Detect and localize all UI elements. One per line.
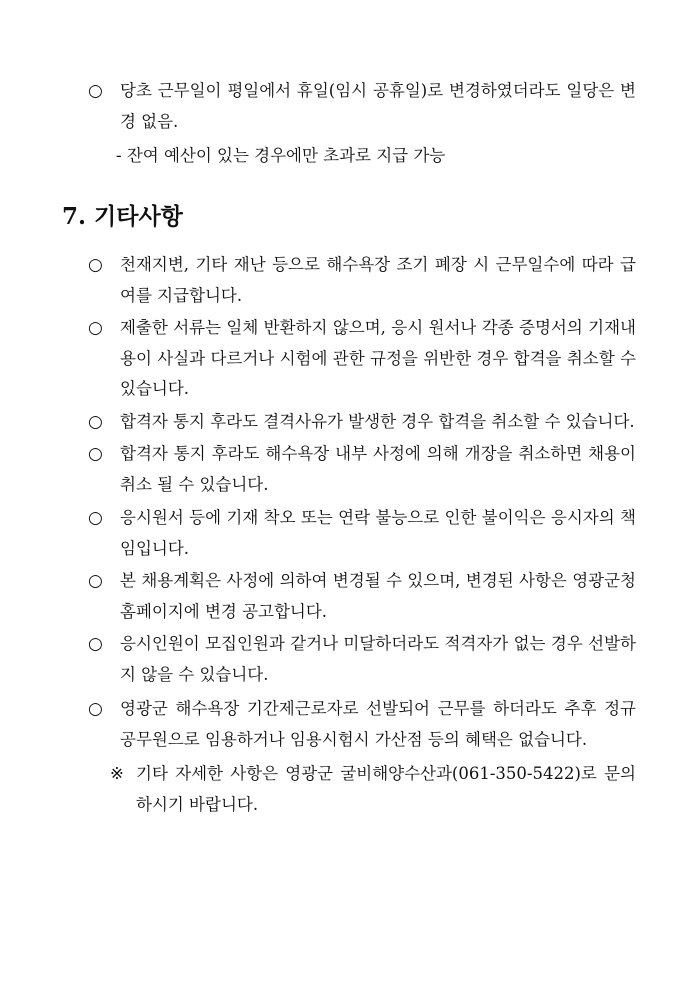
- circle-bullet-icon: ○: [88, 412, 103, 432]
- contact-note-text: 기타 자세한 사항은 영광군 굴비해양수산과(061-350-5422)로 문의하시기 바랍니다.: [136, 764, 636, 814]
- circle-bullet-icon: ○: [88, 318, 103, 338]
- list-item-text: 천재지변, 기타 재난 등으로 해수욕장 조기 폐장 시 근무일수에 따라 급여를 지급합니다.: [120, 255, 636, 305]
- list-item: [88, 407, 636, 438]
- list-item-text: 제출한 서류는 일체 반환하지 않으며, 응시 원서나 각종 증명서의 기재내용이 사실과 다르거나 시험에 관한 규정을 위반한 경우 합격을 취소할 수 있습니다.: [120, 318, 636, 398]
- list-item-text: 영광군 해수욕장 기간제근로자로 선발되어 근무를 하더라도 추후 정규 공무원으로 임용하거나 임용시험시 가산점 등의 혜택은 없습니다.: [120, 699, 636, 749]
- circle-bullet-icon: ○: [88, 444, 103, 464]
- circle-bullet-icon: ○: [88, 81, 103, 101]
- reference-mark-icon: ※: [110, 764, 124, 783]
- list-item: [88, 503, 636, 564]
- sub-note: - 잔여 예산이 있는 경우에만 초과로 지급 가능: [116, 146, 446, 165]
- circle-bullet-icon: ○: [88, 255, 103, 275]
- list-item: [88, 439, 636, 500]
- list-item: [88, 566, 636, 627]
- circle-bullet-icon: ○: [88, 508, 103, 528]
- list-item-text: 응시원서 등에 기재 착오 또는 연락 불능으로 인한 불이익은 응시자의 책임입니다.: [120, 508, 636, 558]
- circle-bullet-icon: ○: [88, 634, 103, 654]
- contact-note: [110, 759, 636, 820]
- list-item: [88, 694, 636, 755]
- list-item-text: 응시인원이 모집인원과 같거나 미달하더라도 적격자가 없는 경우 선발하지 않을 수 있습니다.: [120, 634, 636, 684]
- list-item-text: 합격자 통지 후라도 해수욕장 내부 사정에 의해 개장을 취소하면 채용이 취소 될 수 있습니다.: [120, 444, 636, 494]
- list-item-text: 합격자 통지 후라도 결격사유가 발생한 경우 합격을 취소할 수 있습니다.: [120, 412, 635, 431]
- list-item: [88, 250, 636, 311]
- list-item: [88, 76, 636, 137]
- list-item: [88, 313, 636, 405]
- circle-bullet-icon: ○: [88, 571, 103, 591]
- section-heading: 7. 기타사항: [62, 203, 183, 230]
- circle-bullet-icon: ○: [88, 699, 103, 719]
- list-item-text: 당초 근무일이 평일에서 휴일(임시 공휴일)로 변경하였더라도 일당은 변경 없음.: [120, 81, 636, 131]
- list-item: [88, 629, 636, 690]
- list-item-text: 본 채용계획은 사정에 의하여 변경될 수 있으며, 변경된 사항은 영광군청 홈페이지에 변경 공고합니다.: [120, 571, 636, 621]
